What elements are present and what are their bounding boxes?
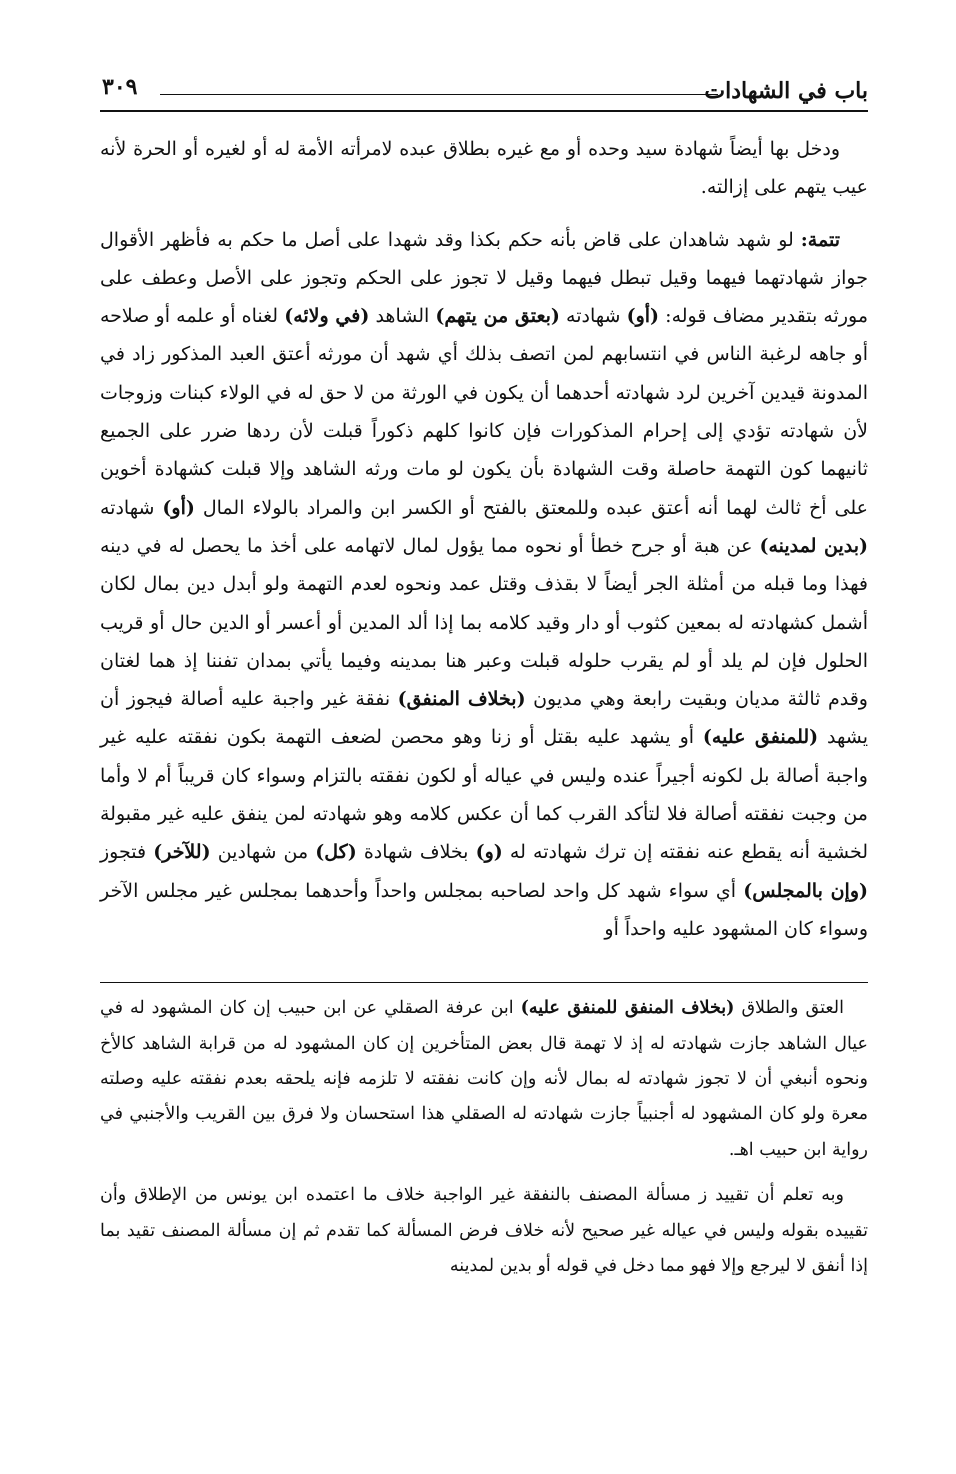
matn-quote: (بعتق من يتهم) [435,305,560,328]
footnotes [100,991,868,1284]
matn-quote: (بخلاف المنفق) [397,688,526,711]
body-text: لغناه أو علمه أو صلاحه أو جاهه لرغبة الناس في انتسابهم لمن اتصف بذلك أي شهد أن مورثه أعتق العبد المذكور زاد في المدونة قيدين آخرين لرد شهادته أحدهما أن يكون في الورثة من لا حق له في الولاء كبنات وزوجات لأن شهادته تؤدي إلى إحرام المذكورات فإن كانوا كلهم ذكوراً قبلت لأن ردها ضرر على الجميع ثانيهما كون التهمة حاصلة وقت الشهادة بأن يكون لو مات ورثه الشاهد وإلا قبلت كشهادة أخوين على أخ ثالث لهما أنه أعتق عبده وللمعتق بالفتح أو الكسر ابن والمراد بالولاء المال [100,305,868,519]
page-header [100,70,868,112]
matn-quote: (أو) [162,496,195,519]
matn-quote: (بخلاف المنفق للمنفق عليه) [520,998,735,1019]
body-text: شهادته [559,305,627,328]
body-text: أي سواء شهد كل واحد لصاحبه بمجلس واحداً وأحدهما بمجلس غير مجلس الآخر وسواء كان المشهود عليه واحداً أو [100,879,868,940]
body-text: الشاهد [369,305,436,328]
matn-quote: (للمنفق عليه) [702,726,819,749]
page-number: ٣٠٩ [102,74,138,100]
body-text: بخلاف شهادة [356,841,476,864]
book-page [100,70,868,1284]
matn-quote: (و) [475,841,503,864]
footnote-text: العتق والطلاق [734,998,844,1019]
main-text [100,130,868,948]
matn-quote: (بدين لمدينه) [759,534,869,557]
matn-quote: (للآخر) [153,841,211,864]
body-text: من شهادين [210,841,316,864]
matn-quote: (في ولائه) [284,305,370,328]
matn-quote: (كل) [315,841,357,864]
footnote-paragraph [100,991,868,1168]
matn-quote: (وإن بالمجلس) [743,879,868,902]
completion-label: تتمة: [800,228,840,251]
body-text: لو شهد شاهدان على قاض بأنه حكم بكذا وقد شهدا على أصل ما حكم به فأظهر الأقوال جواز شهادتهما فيهما وقيل تبطل فيهما وقيل لا تجوز على الحكم وتجوز على الأصل وعطف على مورثه بتقدير مضاف قوله: [100,228,869,328]
main-paragraph: ودخل بها أيضاً شهادة سيد وحده أو مع غيره بطلاق عبده لامرأته الأمة له أو لغيره أو الحرة لأنه عيب يتهم على إزالته. [100,138,868,199]
body-text: أو يشهد عليه بقتل أو زنا وهو محصن لضعف التهمة بكون نفقته عليه غير واجبة أصالة بل لكونه أجيراً عنده وليس في عياله أو لكون نفقته بالتزام وسواء كان قريباً أم لا وأما من وجبت نفقته أصالة فلا لتأكد القرب كما أن عكس كلامه وهو شهادته لمن ينفق عليه غير مقبولة لخشية أنه يقطع عنه نفقته إن ترك شهادته له [100,726,868,864]
body-text: عن هبة أو جرح خطأ أو نحوه مما يؤول لمال لاتهامه على أخذ ما يحصل له في دينه فهذا وما قبله من أمثلة الجر أيضاً لا بقذف وقتل عمد ونحوه لعدم التهمة ولو أبدل دين بمال لكان أشمل كشهادته له بمعين كثوب أو دار وقيد كلامه بما إذا ألد المدين أو أعسر أو الدين حال أو قريب الحلول فإن لم يلد أو لم يقرب حلوله قبلت وعبر هنا بمدينه وفيما يأتي بمدان تفننا إذ هما لغتان وقدم ثالثة مديان وبقيت رابعة وهي مديون [100,534,868,711]
header-rule [160,94,718,95]
footnote-separator [100,982,868,983]
main-paragraph [100,221,868,949]
running-title: باب في الشهادات [704,78,868,104]
matn-quote: (أو) [626,305,660,328]
body-text: فتجوز [100,841,154,864]
body-text: شهادته [100,496,163,519]
footnote-paragraph: وبه تعلم أن تقييد ز مسألة المصنف بالنفقة غير الواجبة خلاف ما اعتمده ابن يونس من الإطلاق وأن تقييده بقوله وليس في عياله غير صحيح لأنه خلاف فرض المسألة كما تقدم ثم إن مسألة المصنف تقيد بما إذا أنفق لا ليرجع وإلا فهو مما دخل في قوله أو بدين لمدينه [100,1185,868,1277]
body-text: نفقة غير واجبة عليه أصالة فيجوز أن يشهد [100,688,868,749]
footnote-text: ابن عرفة الصقلي عن ابن حبيب إن كان المشهود له في عيال الشاهد جازت شهادته له إذ لا تهمة قال بعض المتأخرين إن كان المشهود له من قرابة الشاهد كالأخ ونحوه أنبغي أن لا تجوز شهادته له بمال لأنه وإن كانت نفقته لا تلزمه فإنه يلحقه بعدم نفقته عليه وصلته معرة ولو كان المشهود له أجنبياً جازت شهادته له الصقلي هذا استحسان ولا فرق بين القريب والأجنبي في رواية ابن حبيب اهـ. [100,998,868,1160]
